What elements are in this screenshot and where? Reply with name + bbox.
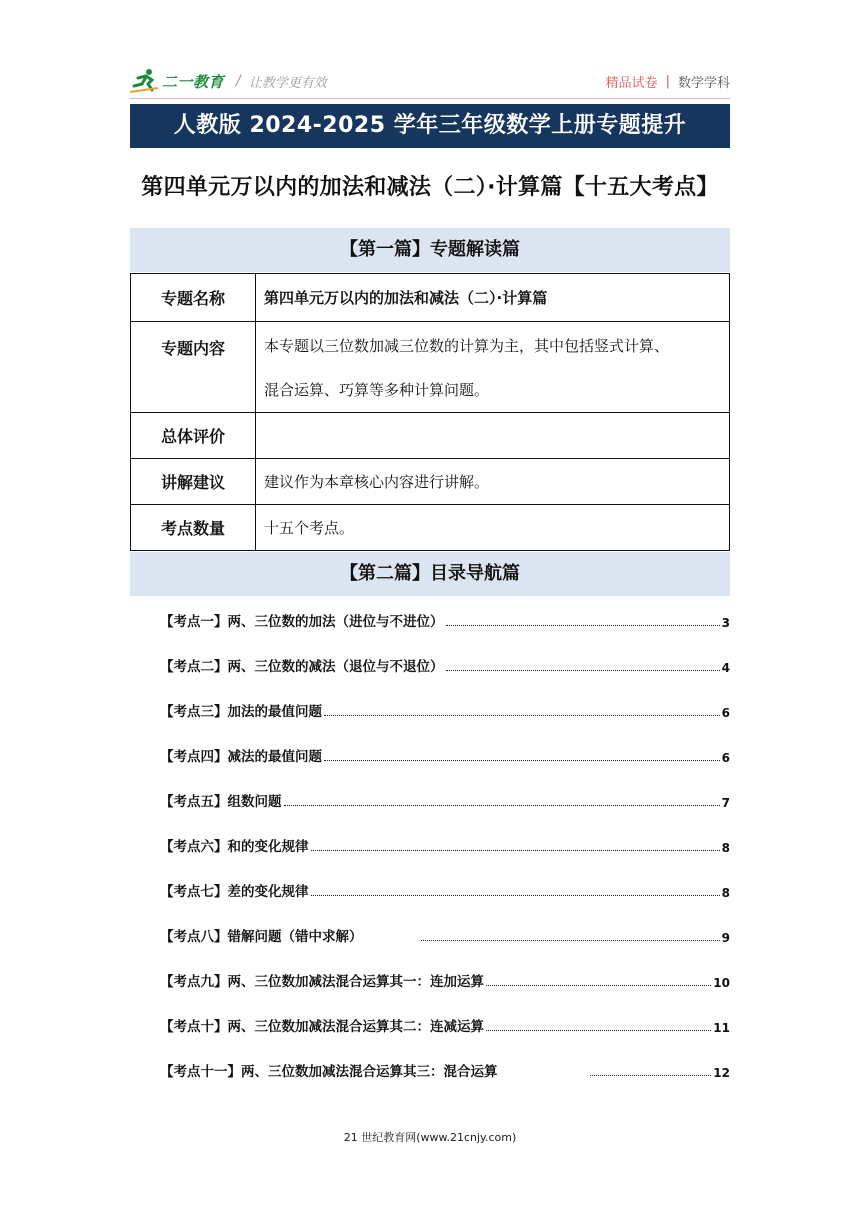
toc-leader-dots — [324, 759, 720, 761]
toc-entry-page: 4 — [721, 661, 730, 675]
topic-info-table — [130, 273, 730, 551]
table-row — [131, 505, 730, 551]
logo — [130, 68, 327, 94]
row-value: 建议作为本章核心内容进行讲解。 — [256, 459, 730, 505]
toc-entry-page: 6 — [721, 751, 730, 765]
toc-entry-title: 【考点八】错解问题（错中求解） — [160, 929, 363, 945]
toc-entry-title: 【考点五】组数问题 — [160, 794, 282, 810]
row-value: 十五个考点。 — [256, 505, 730, 551]
toc-entry-title: 【考点十一】两、三位数加减法混合运算其三：混合运算 — [160, 1064, 498, 1080]
toc-leader-dots — [486, 1029, 711, 1031]
header-label-quality: 精品试卷 — [605, 76, 658, 91]
toc-entry-page: 8 — [721, 841, 730, 855]
table-row — [131, 322, 730, 413]
header-divider — [130, 98, 730, 99]
table-row — [131, 413, 730, 459]
toc-entry[interactable] — [160, 745, 730, 765]
row-value — [256, 322, 730, 413]
toc-leader-dots — [311, 894, 720, 896]
header-label-subject: 数学学科 — [677, 76, 730, 91]
toc-entry-title: 【考点六】和的变化规律 — [160, 839, 309, 855]
table-row — [131, 459, 730, 505]
header-separator: | — [665, 74, 670, 89]
toc-leader-dots — [446, 669, 720, 671]
toc-entry[interactable] — [160, 835, 730, 855]
toc-entry[interactable] — [160, 1015, 730, 1035]
toc-entry[interactable] — [160, 655, 730, 675]
row-value — [256, 413, 730, 459]
toc-entry[interactable] — [160, 970, 730, 990]
row-key: 总体评价 — [131, 413, 256, 459]
toc-entry-page: 6 — [721, 706, 730, 720]
toc-entry-page: 12 — [713, 1066, 730, 1080]
row-value-line: 混合运算、巧算等多种计算问题。 — [264, 381, 490, 399]
toc-entry-title: 【考点七】差的变化规律 — [160, 884, 309, 900]
toc-entry[interactable] — [160, 925, 730, 945]
toc-entry-title: 【考点三】加法的最值问题 — [160, 704, 322, 720]
toc-entry[interactable] — [160, 790, 730, 810]
toc-entry-title: 【考点十】两、三位数加减法混合运算其二：连减运算 — [160, 1019, 484, 1035]
row-value-line: 本专题以三位数加减三位数的计算为主，其中包括竖式计算、 — [264, 337, 670, 355]
banner-title: 人教版 2024-2025 学年三年级数学上册专题提升 — [130, 104, 730, 148]
section-heading-1: 【第一篇】专题解读篇 — [130, 228, 730, 272]
toc-entry-page: 9 — [721, 931, 730, 945]
toc-entry[interactable] — [160, 880, 730, 900]
toc-entry[interactable] — [160, 700, 730, 720]
toc-leader-dots — [311, 849, 720, 851]
table-row — [131, 274, 730, 322]
toc-entry[interactable] — [160, 610, 730, 630]
header-right — [606, 72, 730, 91]
toc-leader-dots — [590, 1074, 712, 1076]
toc-leader-dots — [486, 984, 711, 986]
slogan-separator: / — [236, 73, 241, 89]
toc-entry-page: 10 — [713, 976, 730, 990]
toc-entry-page: 8 — [721, 886, 730, 900]
row-key: 考点数量 — [131, 505, 256, 551]
slogan: 让教学更有效 — [248, 75, 327, 91]
toc-leader-dots — [421, 939, 720, 941]
row-value: 第四单元万以内的加法和减法（二）·计算篇 — [256, 274, 730, 322]
page-footer: 21 世纪教育网(www.21cnjy.com) — [343, 1131, 517, 1144]
toc-entry-title: 【考点二】两、三位数的减法（退位与不退位） — [160, 659, 444, 675]
toc-entry-page: 3 — [721, 616, 730, 630]
toc-leader-dots — [284, 804, 720, 806]
runner-logo-icon — [130, 68, 160, 94]
row-key: 讲解建议 — [131, 459, 256, 505]
toc-entry-page: 7 — [721, 796, 730, 810]
page-subtitle: 第四单元万以内的加法和减法（二）·计算篇【十五大考点】 — [141, 175, 719, 200]
toc-entry-page: 11 — [713, 1021, 730, 1035]
section-heading-2: 【第二篇】目录导航篇 — [130, 552, 730, 596]
toc-entry-title: 【考点九】两、三位数加减法混合运算其一：连加运算 — [160, 974, 484, 990]
toc-leader-dots — [324, 714, 720, 716]
toc-entry-title: 【考点一】两、三位数的加法（进位与不进位） — [160, 614, 444, 630]
page-header — [130, 64, 730, 98]
toc-leader-dots — [446, 624, 720, 626]
row-key: 专题内容 — [131, 322, 256, 413]
row-key: 专题名称 — [131, 274, 256, 322]
toc-entry-title: 【考点四】减法的最值问题 — [160, 749, 322, 765]
toc-entry[interactable] — [160, 1060, 730, 1080]
logo-text: 二一教育 — [162, 72, 225, 91]
